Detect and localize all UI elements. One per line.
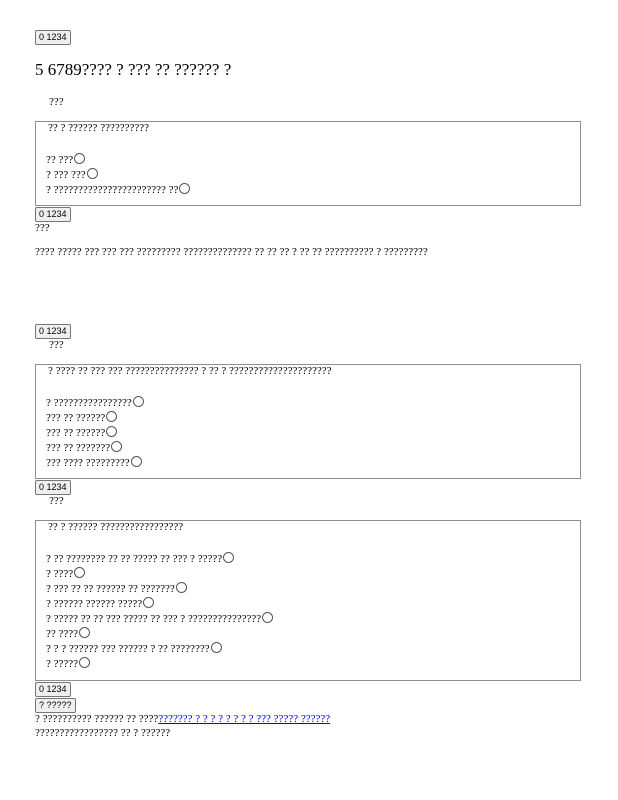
question-2-prompt: ? ???? ?? ??? ??? ??????????????? ? ?? ? ????????????????????? <box>48 365 332 377</box>
question-3-button[interactable]: 0 1234 <box>35 682 71 697</box>
option-label: ? ? ? ?????? ??? ?????? ? ?? ???????? <box>46 643 210 655</box>
question-3-option-4[interactable] <box>46 597 154 611</box>
top-button[interactable]: 0 1234 <box>35 30 71 45</box>
option-label: ? ??????????????????????? ?? <box>46 184 179 196</box>
radio-button[interactable] <box>133 396 144 407</box>
option-label: ? ???????????????? <box>46 397 132 409</box>
option-label: ? ????? <box>46 658 79 670</box>
question-1-button[interactable]: 0 1234 <box>35 207 71 222</box>
submit-button[interactable]: ? ????? <box>35 698 76 713</box>
question-2-button[interactable]: 0 1234 <box>35 480 71 495</box>
question-2-top-button[interactable]: 0 1234 <box>35 324 71 339</box>
radio-button[interactable] <box>176 582 187 593</box>
option-label: ??? ?? ?????? <box>46 427 106 439</box>
question-2-option-2[interactable] <box>46 411 117 425</box>
question-3-legend: ??? <box>49 495 64 507</box>
question-3-option-1[interactable] <box>46 552 234 566</box>
footer-line-1 <box>35 713 330 725</box>
option-label: ?? ??? <box>46 154 74 166</box>
question-2-option-4[interactable] <box>46 441 122 455</box>
info-heading: ??? <box>35 222 50 234</box>
question-2-option-1[interactable] <box>46 396 144 410</box>
option-label: ??? ?? ??????? <box>46 442 111 454</box>
question-3-option-2[interactable] <box>46 567 85 581</box>
option-label: ?? ???? <box>46 628 79 640</box>
option-label: ? ??? ??? <box>46 169 86 181</box>
radio-button[interactable] <box>143 597 154 608</box>
question-3-option-5[interactable] <box>46 612 273 626</box>
question-1-fieldset <box>35 121 581 206</box>
radio-button[interactable] <box>74 153 85 164</box>
option-label: ? ??? ?? ?? ?????? ?? ??????? <box>46 583 175 595</box>
question-1-option-3[interactable] <box>46 183 190 197</box>
radio-button[interactable] <box>131 456 142 467</box>
question-3-option-8[interactable] <box>46 657 90 671</box>
radio-button[interactable] <box>262 612 273 623</box>
footer-line-1-text: ? ?????????? ?????? ?? ???? <box>35 713 159 725</box>
footer-link[interactable]: ??????? ? ? ? ? ? ? ? ? ??? ????? ?????? <box>158 713 331 725</box>
radio-button[interactable] <box>79 657 90 668</box>
page-title: 5 6789???? ? ??? ?? ?????? ? <box>35 60 232 79</box>
radio-button[interactable] <box>87 168 98 179</box>
question-3-option-3[interactable] <box>46 582 187 596</box>
question-1-option-2[interactable] <box>46 168 98 182</box>
question-1-option-1[interactable] <box>46 153 85 167</box>
question-1-legend: ??? <box>49 96 64 108</box>
question-3-option-7[interactable] <box>46 642 222 656</box>
footer-line-2: ????????????????? ?? ? ?????? <box>35 727 171 739</box>
question-2-option-3[interactable] <box>46 426 117 440</box>
radio-button[interactable] <box>223 552 234 563</box>
option-label: ? ????? ?? ?? ??? ????? ?? ??? ? ??????????????? <box>46 613 262 625</box>
question-2-fieldset <box>35 364 581 479</box>
question-3-prompt: ?? ? ?????? ????????????????? <box>48 521 184 533</box>
option-label: ??? ???? ????????? <box>46 457 130 469</box>
radio-button[interactable] <box>79 627 90 638</box>
question-2-option-5[interactable] <box>46 456 142 470</box>
option-label: ? ?????? ?????? ????? <box>46 598 143 610</box>
option-label: ? ?? ???????? ?? ?? ????? ?? ??? ? ????? <box>46 553 223 565</box>
radio-button[interactable] <box>111 441 122 452</box>
question-1-prompt: ?? ? ?????? ?????????? <box>48 122 150 134</box>
question-2-legend: ??? <box>49 339 64 351</box>
question-3-option-6[interactable] <box>46 627 90 641</box>
radio-button[interactable] <box>211 642 222 653</box>
question-3-fieldset <box>35 520 581 681</box>
radio-button[interactable] <box>106 426 117 437</box>
info-paragraph: ???? ????? ??? ??? ??? ????????? ?????????????? ?? ?? ?? ? ?? ?? ?????????? ? ????????? <box>35 246 428 258</box>
radio-button[interactable] <box>179 183 190 194</box>
radio-button[interactable] <box>74 567 85 578</box>
radio-button[interactable] <box>106 411 117 422</box>
option-label: ? ???? <box>46 568 74 580</box>
option-label: ??? ?? ?????? <box>46 412 106 424</box>
